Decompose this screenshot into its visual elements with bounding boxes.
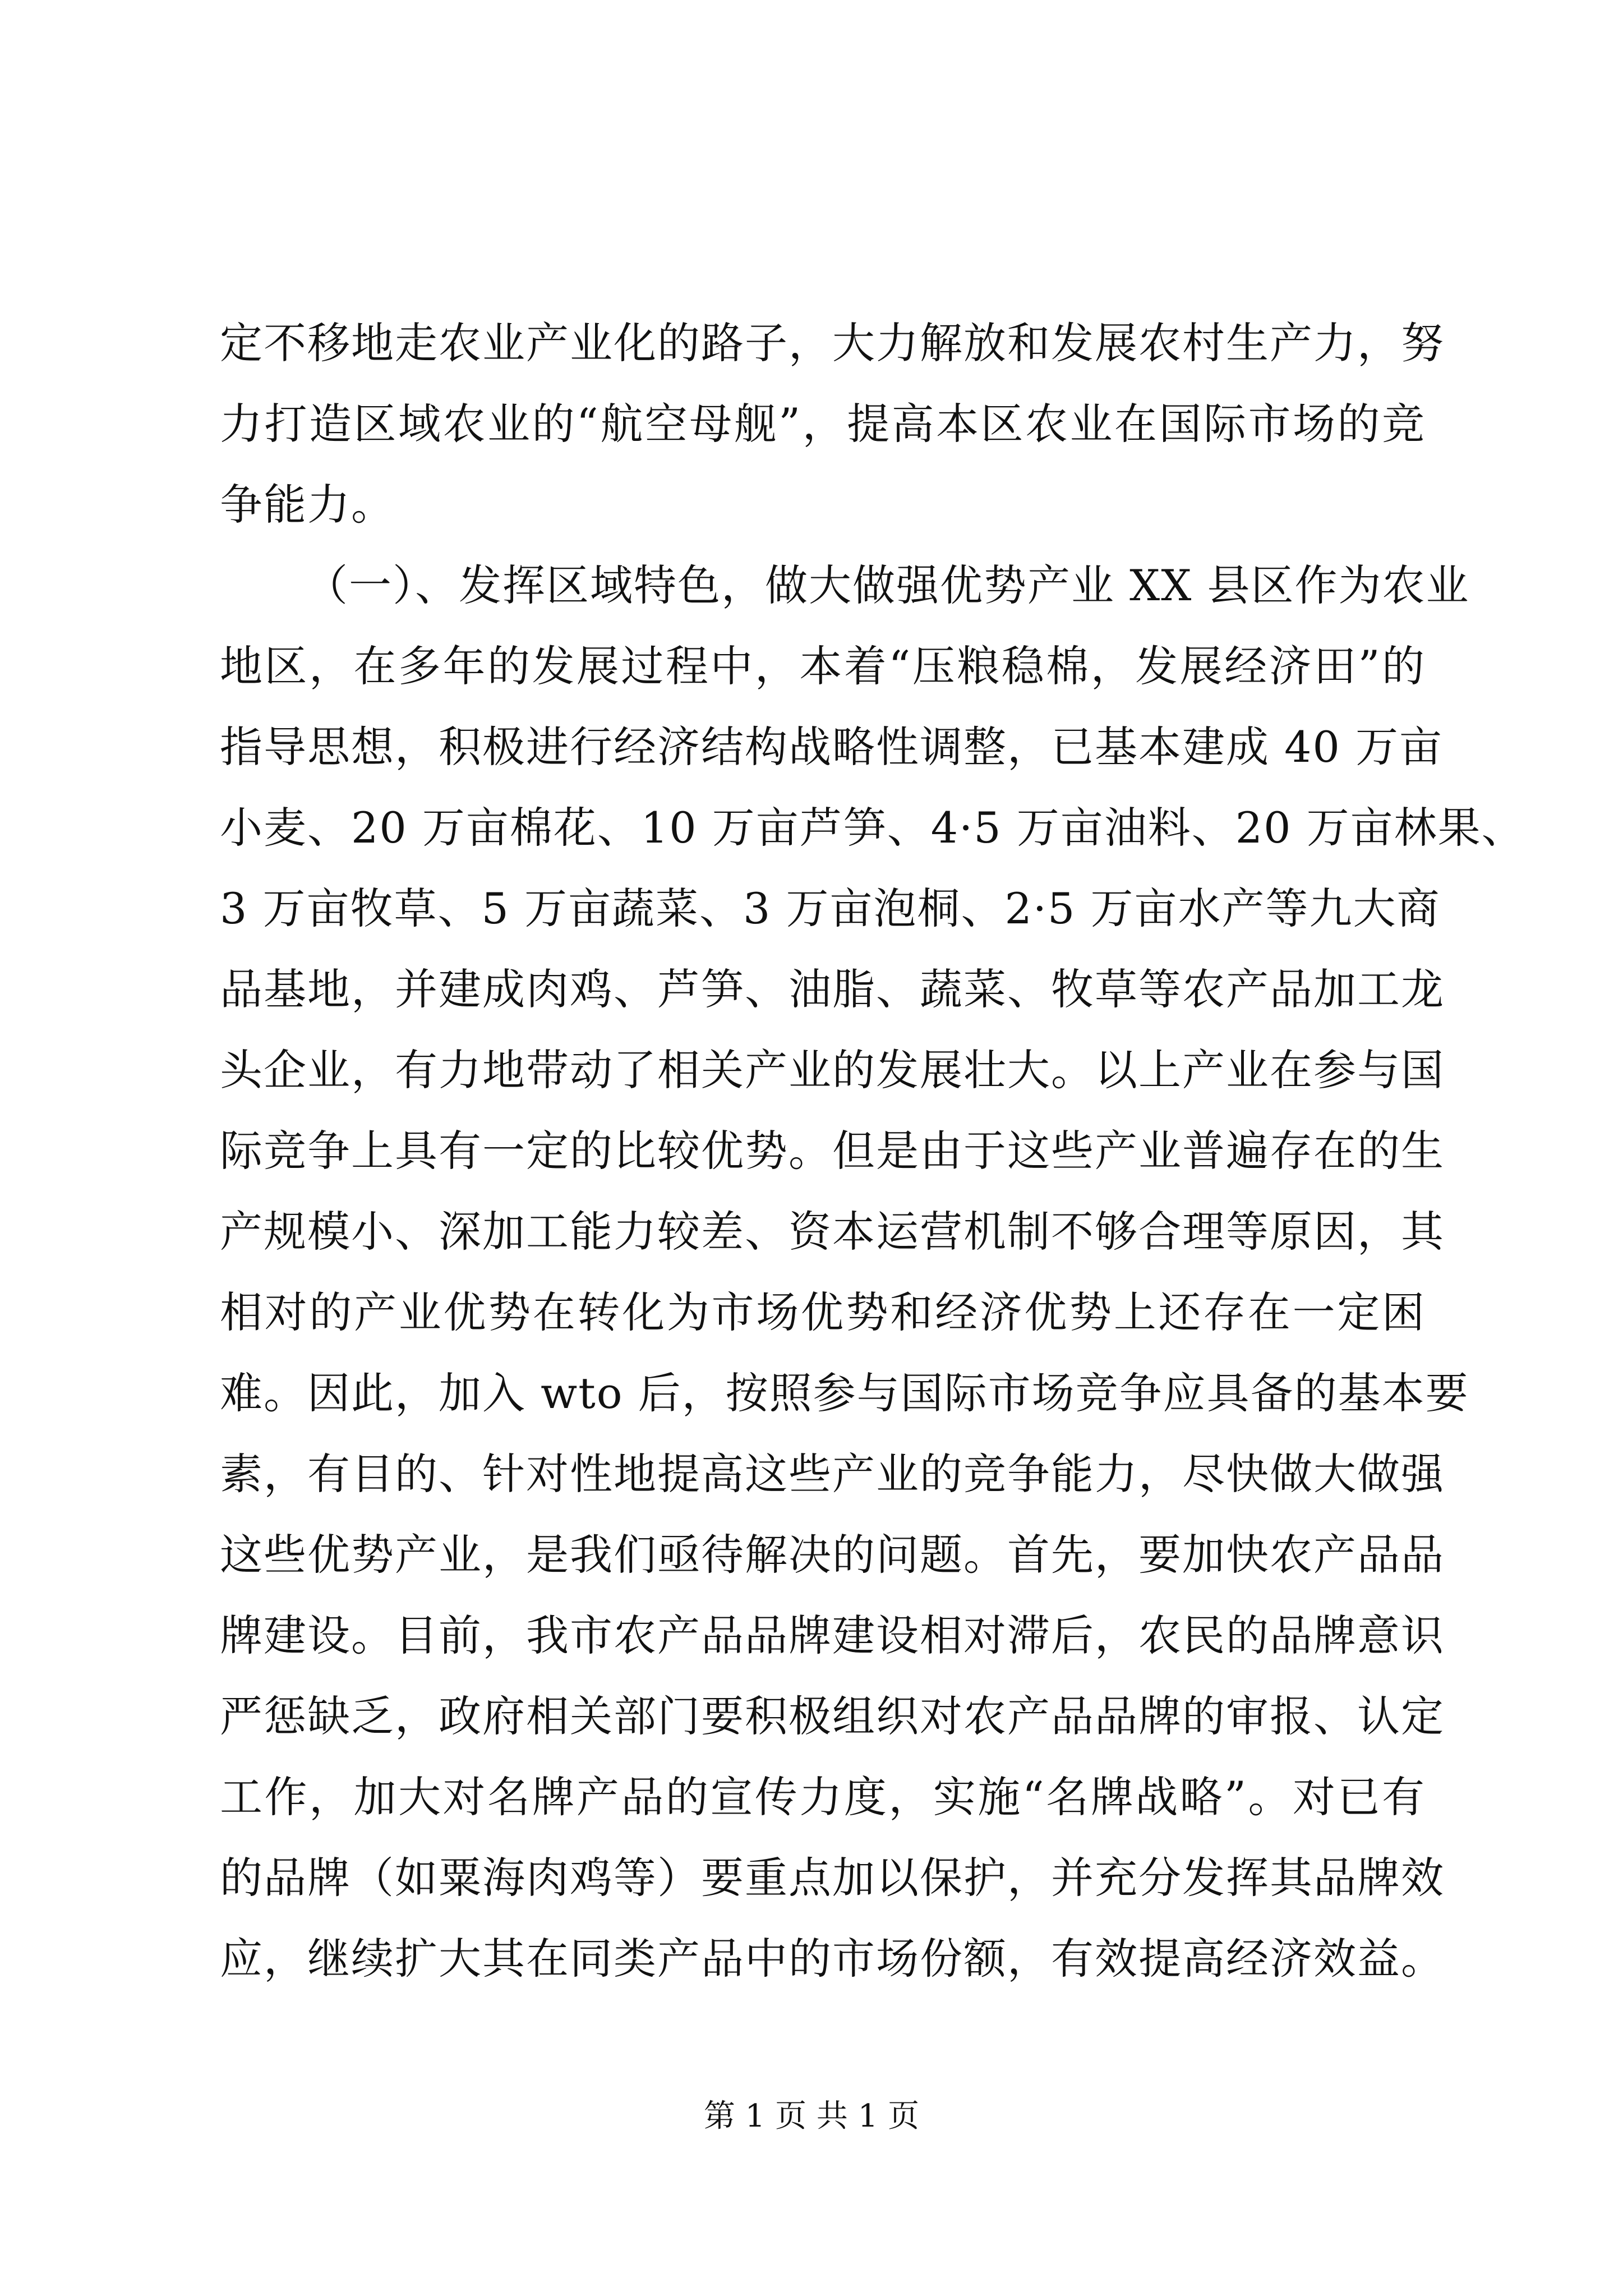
text-line: 难。因此，加入 wto 后，按照参与国际市场竞争应具备的基本要 [220, 1368, 1469, 1418]
page-footer [0, 2097, 1623, 2136]
text-line: 应，继续扩大其在同类产品中的市场份额，有效提高经济效益。 [220, 1934, 1445, 1984]
paragraph-1 [220, 303, 1445, 545]
text-line: 指导思想，积极进行经济结构战略性调整，已基本建成 40 万亩 [220, 722, 1444, 772]
text-line: 力打造区域农业的“航空母舰”，提高本区农业在国际市场的竞 [220, 399, 1426, 449]
text-line: （一）、发挥区域特色，做大做强优势产业 XX 县区作为农业 [305, 560, 1470, 610]
text-line: 相对的产业优势在转化为市场优势和经济优势上还存在一定困 [220, 1287, 1426, 1337]
text-line: 际竞争上具有一定的比较优势。但是由于这些产业普遍存在的生 [220, 1126, 1445, 1176]
text-line: 头企业，有力地带动了相关产业的发展壮大。以上产业在参与国 [220, 1045, 1445, 1095]
document-body [220, 303, 1525, 2161]
text-line: 品基地，并建成肉鸡、芦笋、油脂、蔬菜、牧草等农产品加工龙 [220, 964, 1445, 1014]
text-line: 3 万亩牧草、5 万亩蔬菜、3 万亩泡桐、2·5 万亩水产等九大商 [220, 884, 1441, 933]
text-line: 这些优势产业，是我们亟待解决的问题。首先，要加快农产品品 [220, 1530, 1445, 1580]
text-line [220, 1999, 1426, 2080]
text-line: 小麦、20 万亩棉花、10 万亩芦笋、4·5 万亩油料、20 万亩林果、 [220, 803, 1525, 853]
text-line: 严惩缺乏，政府相关部门要积极组织对农产品品牌的审报、认定 [220, 1691, 1445, 1741]
text-line: 定不移地走农业产业化的路子，大力解放和发展农村生产力，努 [220, 318, 1445, 368]
text-line: 素，有目的、针对性地提高这些产业的竞争能力，尽快做大做强 [220, 1449, 1445, 1499]
paragraph-2 [220, 545, 1525, 2161]
text-line: 地区，在多年的发展过程中，本着“压粮稳棉，发展经济田”的 [220, 641, 1426, 691]
text-line: 争能力。 [220, 480, 395, 530]
text-line: 产规模小、深加工能力较差、资本运营机制不够合理等原因，其 [220, 1207, 1445, 1257]
text-line: 的品牌（如粟海肉鸡等）要重点加以保护，并充分发挥其品牌效 [220, 1853, 1445, 1903]
page-number-label: 第 1 页 共 1 页 [703, 2098, 920, 2134]
text-line: 工作，加大对名牌产品的宣传力度，实施“名牌战略”。对已有 [220, 1772, 1426, 1822]
text-line: 牌建设。目前，我市农产品品牌建设相对滞后，农民的品牌意识 [220, 1611, 1445, 1660]
